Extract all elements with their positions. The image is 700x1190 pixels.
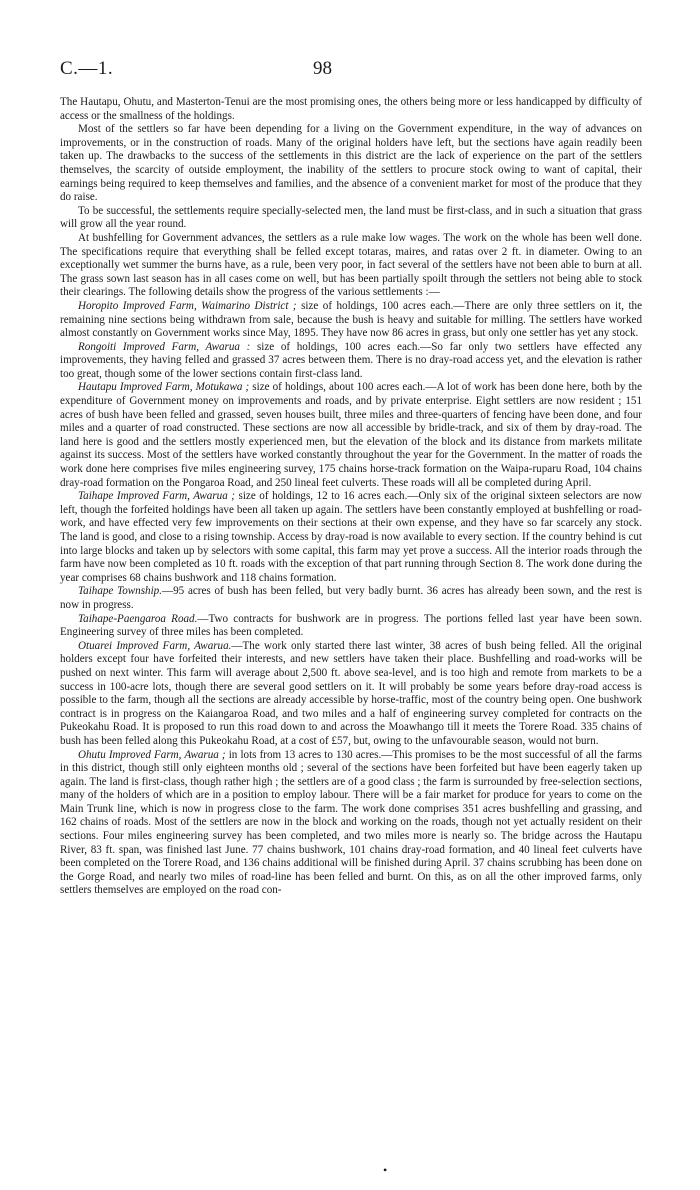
paragraph-heading: Horopito Improved Farm, Waimarino District ; bbox=[78, 299, 297, 312]
paragraph-heading: Rongoiti Improved Farm, Awarua : bbox=[78, 340, 251, 353]
paragraph: Taihape-Paengaroa Road.—Two contracts for bushwork are in progress. The portions felled last year have been sown. Engineering survey of three miles has been completed. bbox=[60, 612, 642, 639]
paragraph: Most of the settlers so far have been depending for a living on the Government expenditure, in the way of advances on improvements, or in the construction of roads. Many of the original holders have left, but the sections have again readily been taken up. The drawbacks to the success of the settlements in this district are the lack of experience on the part of the settlers themselves, the scarcity of outside employment, the inability of the settlers to procure stock owing to want of capital, their earnings being required to keep themselves and families, and the absence of a convenient market for most of the produce that they do raise. bbox=[60, 123, 642, 204]
paragraph: Rongoiti Improved Farm, Awarua : size of holdings, 100 acres each.—So far only two settlers have effected any improvements, they having felled and grassed 37 acres between them. There is no dray-road access yet, and the elevation is rather too great, though some of the lower sections contain first-class land. bbox=[60, 340, 642, 380]
paragraph-heading: Taihape-Paengaroa Road. bbox=[78, 612, 198, 625]
paragraph: To be successful, the settlements require specially-selected men, the land must be first-class, and in such a situation that grass will grow all the year round. bbox=[60, 204, 642, 231]
paragraph: Taihape Improved Farm, Awarua ; size of holdings, 12 to 16 acres each.—Only six of the original sixteen selectors are now left, though the forfeited holdings have been all taken up again. The settlers have been constantly employed at bushfelling or road-work, and have effected very few improvements on their sections at their own expense, and they have so far scarcely any stock. The land is good, and close to a rising township. Access by dray-road is now available to every section. If the country behind is cut into large blocks and taken up by selectors with some capital, this farm may yet prove a success. All the interior roads through the farm have now been completed as 10 ft. roads with the exception of that part running through Section 8. The work done during the year comprises 68 chains bushwork and 118 chains formation. bbox=[60, 490, 642, 584]
paragraph-heading: Taihape Improved Farm, Awarua ; bbox=[78, 490, 235, 503]
paragraph-heading: Taihape Township. bbox=[78, 585, 163, 598]
page-number: 98 bbox=[313, 58, 332, 79]
paragraph: Otuarei Improved Farm, Awarua.—The work only started there last winter, 38 acres of bush being felled. All the original holders except four have forfeited their interests, and new settlers have taken their place. Bushfelling and road-works will be pushed on next winter. This farm will average about 2,500 ft. above sea-level, and is too high and remote from markets to be a success in 100-acre lots, though there are several good settlers on it. It will probably be some years before dray-road access is possible to the farm, though all the sections are already accessible by horse-traffic, most of the country being open. One bushwork contract is in progress on the Kaiangaroa Road, and two miles and a half of engineering survey completed for contracts on the Pukeokahu Road. It is proposed to run this road down to and across the Moawhango till it meets the Torere Road. 335 chains of bush has been felled along this Pukeokahu Road, at a cost of £57, but, owing to the unfavourable season, would not burn. bbox=[60, 639, 642, 747]
page-header bbox=[60, 58, 642, 84]
document-reference: C.—1. bbox=[60, 58, 114, 79]
paragraph-heading: Otuarei Improved Farm, Awarua. bbox=[78, 639, 232, 652]
paragraph: At bushfelling for Government advances, the settlers as a rule make low wages. The work on the whole has been well done. The specifications require that everything shall be felled except totaras, maires, and ratas over 2 ft. in diameter. Owing to an exceptionally wet summer the burns have, as a rule, been very poor, in fact several of the settlers have not been able to burn at all. The grass sown last season has in all cases come on well, but has been partially spoilt through the settlers not being able to stock their clearings. The following details show the progress of the various settlements :— bbox=[60, 231, 642, 299]
paragraph-heading: Hautapu Improved Farm, Motukawa ; bbox=[78, 381, 250, 394]
paragraph: Taihape Township.—95 acres of bush has been felled, but very badly burnt. 36 acres has already been sown, and the rest is now in progress. bbox=[60, 585, 643, 611]
paragraph: The Hautapu, Ohutu, and Masterton-Tenui are the most promising ones, the others being more or less handicapped by difficulty of access or the smallness of the holdings. bbox=[60, 96, 642, 122]
paragraph: Horopito Improved Farm, Waimarino District ; size of holdings, 100 acres each.—There are only three settlers on it, the remaining nine sections being withdrawn from sale, because the bush is heavy and suitable for milling. The settlers have worked almost constantly on Government works since May, 1895. They have now 86 acres in grass, but only one settler has yet any stock. bbox=[60, 299, 642, 340]
paragraph-heading: Ohutu Improved Farm, Awarua ; bbox=[78, 748, 226, 761]
footer-mark: • bbox=[383, 1163, 388, 1177]
document-page bbox=[60, 58, 642, 898]
body-text bbox=[60, 96, 642, 898]
paragraph: Ohutu Improved Farm, Awarua ; in lots from 13 acres to 130 acres.—This promises to be the most successful of all the farms in this district, though still only eighteen months old ; several of the sections have been forfeited but have been eagerly taken up again. The land is first-class, though rather high ; the settlers are of a good class ; the farm is surrounded by free-selection sections, many of the holders of which are in a position to employ labour. There will be a fair market for produce for years to come on the Main Trunk line, which is now in progress close to the farm. The work done comprises 351 acres bushfelling and grassing, and 162 chains of roads. Most of the settlers are now in the block and working on the roads, though not yet actually resident on their sections. Four miles engineering survey has been completed, and two miles more is nearly so. The bridge across the Hautapu River, 83 ft. span, was finished last June. 77 chains bushwork, 101 chains dray-road formation, and 40 lineal feet culverts have been completed on the Torere Road, and 136 chains additional will be finished during April. 37 chains scrubbing has been done on the Gorge Road, and nearly two miles of road-line has been felled and burnt. On this, as on all the other improved farms, only settlers themselves are employed on the road con- bbox=[60, 748, 643, 897]
paragraph: Hautapu Improved Farm, Motukawa ; size of holdings, about 100 acres each.—A lot of work has been done here, both by the expenditure of Government money on improvements and roads, and by private enterprise. Eight settlers are now resident ; 151 acres of bush have been felled and grassed, seven houses built, three miles and three-quarters of fencing have been done, and four miles and a quarter of road constructed. These sections are now all accessible by bridle-track, and six of them by dray-road. The land here is good and the settlers mostly experienced men, but the elevation of the block and its distance from markets militate against its success. Most of the settlers have worked constantly throughout the year for the Government. In the matter of roads the work done here comprises five miles engineering survey, 175 chains horse-track formation on the Waipa-ruparu Road, 104 chains dray-road formation on the Pongaroa Road, and 250 lineal feet culverts. These roads will all be completed during April. bbox=[60, 381, 643, 489]
